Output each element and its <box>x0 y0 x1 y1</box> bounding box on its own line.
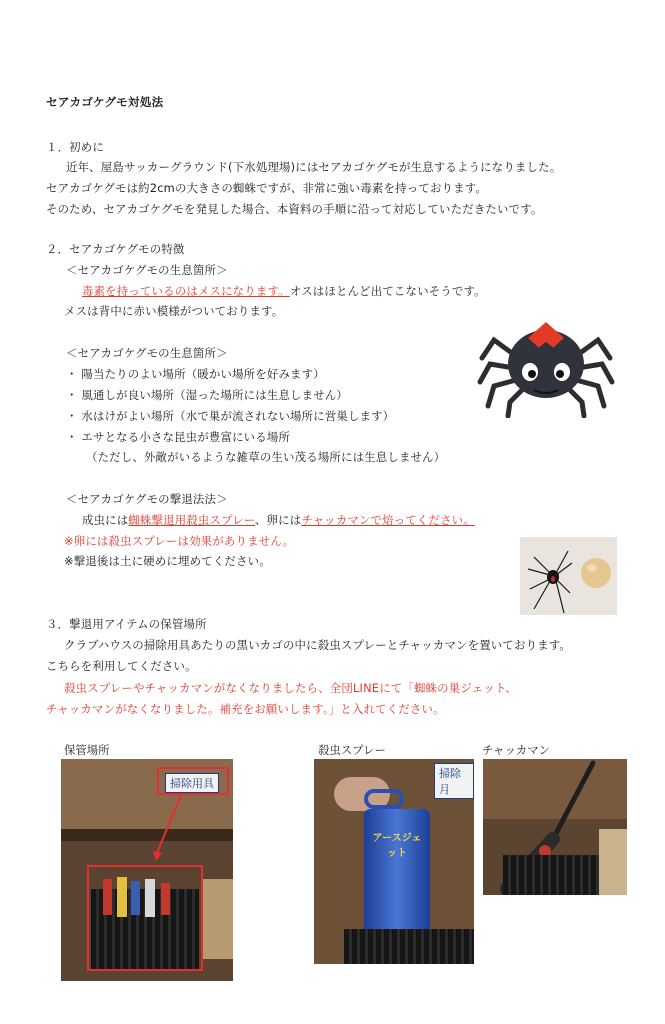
habitat-note: （ただし、外敵がいるような雑草の生い茂る場所には生息しません） <box>86 450 446 464</box>
habitat-list-subheading: ＜セアカゴケグモの生息箇所＞ <box>66 346 228 360</box>
section-3-paragraph-4: チャッカマンがなくなりました。補充をお願いします。」と入れてください。 <box>46 702 445 716</box>
eggs-warning: ※卵には殺虫スプレーは効果がありません。 <box>64 534 295 548</box>
spray-can-small <box>117 877 127 917</box>
storage-location-photo <box>61 759 233 981</box>
spray-can-small <box>131 881 140 915</box>
repel-subheading: ＜セアカゴケグモの撃退法法＞ <box>66 492 228 506</box>
repel-method-line <box>82 513 475 527</box>
black-basket <box>344 929 474 964</box>
section-3-paragraph-1: クラブハウスの掃除用具あたりの黒いカゴの中に殺虫スプレーとチャッカマンを置いております。 <box>64 638 572 652</box>
spray-trigger <box>364 789 404 809</box>
habitat-subheading: ＜セアカゴケグモの生息箇所＞ <box>66 263 228 277</box>
habitat-item: ・ エサとなる小さな昆虫が豊富にいる場所 <box>66 430 291 444</box>
female-venom-note: 毒素を持っているのはメスになります。 <box>82 284 290 298</box>
spider-photo-icon <box>520 537 617 615</box>
section-2-heading: ２．セアカゴケグモの特徴 <box>46 242 185 256</box>
section-1-paragraph-2: セアカゴケグモは約2cmの大きさの蜘蛛ですが、非常に強い毒素を持っております。 <box>46 181 487 195</box>
spray-can-small <box>103 879 112 915</box>
female-mark-note: メスは背中に赤い模様がついております。 <box>64 304 284 318</box>
side-box <box>599 829 627 895</box>
section-1-heading: １．初めに <box>46 140 104 154</box>
section-3-paragraph-3: 殺虫スプレーやチャッカマンがなくなりましたら、全団LINEにて「蜘蛛の巣ジェット、 <box>64 681 518 695</box>
habitat-item: ・ 陽当たりのよい場所（暖かい場所を好みます） <box>66 367 325 381</box>
page-title: セアカゴケグモ対処法 <box>46 95 164 109</box>
repel-adult-label: 成虫には <box>82 513 129 527</box>
section-1-paragraph-3: そのため、セアカゴケグモを発見した場合、本資料の手順に沿って対応していただきたいです。 <box>46 202 543 216</box>
storage-photo-caption: 保管場所 <box>64 743 110 757</box>
repel-egg-label: 、卵には <box>254 513 302 527</box>
habitat-item: ・ 風通しが良い場所（湿った場所には生息しません） <box>66 388 348 402</box>
spray-photo <box>314 759 474 964</box>
male-rare-note: オスはほとんど出てこないそうです。 <box>289 284 486 298</box>
can-brand-text: アースジェット <box>372 833 422 859</box>
cartoon-spider-icon <box>476 314 616 418</box>
spray-photo-caption: 殺虫スプレー <box>318 743 386 757</box>
section-3-heading: ３．撃退用アイテムの保管場所 <box>46 617 207 631</box>
lighter-photo-caption: チャッカマン <box>482 743 551 757</box>
section-3-paragraph-2: こちらを利用してください。 <box>46 659 197 673</box>
female-venom-line <box>82 284 486 298</box>
side-box <box>203 879 233 959</box>
black-basket <box>503 855 599 895</box>
bury-note: ※撃退後は土に硬めに埋めてください。 <box>64 554 271 568</box>
lighter-photo <box>483 759 627 895</box>
section-1-paragraph-1: 近年、屋島サッカーグラウンド(下水処理場)にはセアカゴケグモが生息するようになりました。 <box>66 160 562 174</box>
repel-spray-note: 蜘蛛撃退用殺虫スプレー <box>128 513 255 527</box>
cleaning-tools-label: 掃除用具 <box>165 773 219 793</box>
spray-can-small <box>145 879 155 917</box>
repel-lighter-note: チャッカマンで焙ってください。 <box>301 513 475 527</box>
habitat-item: ・ 水はけがよい場所（水で巣が流されない場所に営巣します） <box>66 409 395 423</box>
spray-can-small <box>161 883 170 915</box>
cleaning-label-partial: 掃除月 <box>434 763 474 799</box>
spider-egg-photo <box>520 537 617 615</box>
